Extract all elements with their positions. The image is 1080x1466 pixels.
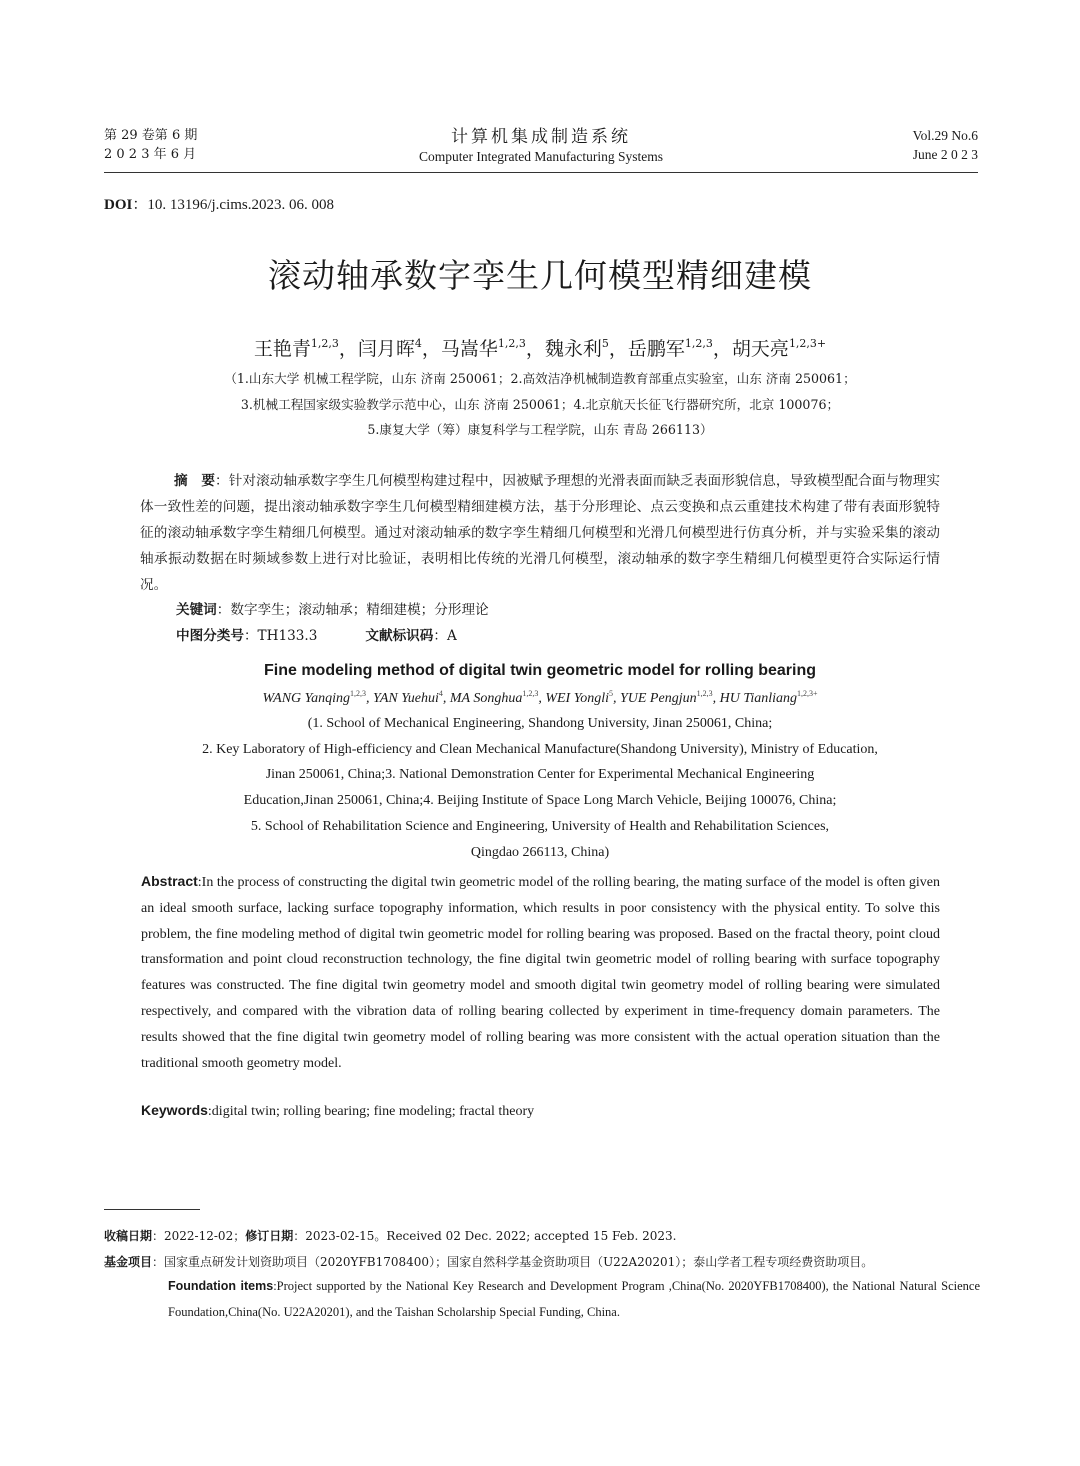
abstract-en — [141, 869, 940, 1076]
clc-value: ：TH133.3 — [243, 628, 318, 644]
affiliation-en: (1. School of Mechanical Engineering, Shandong University, Jinan 250061, China; — [307, 716, 773, 731]
journal-name-en: Computer Integrated Manufacturing Systems — [418, 149, 664, 164]
header-rule — [104, 172, 978, 173]
fund-label: 基金项目 — [104, 1255, 153, 1269]
keywords-cn — [176, 598, 489, 618]
affiliation-en: Education,Jinan 250061, China;4. Beijing Institute of Space Long March Vehicle, Beijing 100076, China; — [243, 793, 837, 808]
clc-label: 中图分类号 — [176, 628, 244, 644]
affiliation-cn: 3.机械工程国家级实验教学示范中心，山东 济南 250061；4.北京航天长征飞行器研究所，北京 100076； — [240, 397, 840, 412]
paper-title-en: Fine modeling method of digital twin geometric model for rolling bearing — [263, 662, 816, 679]
doc-code-value: ：A — [433, 628, 457, 644]
author-en: , YAN Yuehui$^4$ — [366, 689, 443, 706]
footnote-rule — [104, 1209, 200, 1210]
author-cn: ，岳鹏军$^{1,2,3}$ — [608, 337, 713, 360]
keywords-en — [141, 1102, 534, 1120]
revised-text: ：2023-02-15。Received 02 Dec. 2022; accepted 15 Feb. 2023. — [293, 1229, 677, 1243]
author-en: , WEI Yongli$^5$ — [538, 689, 613, 706]
author-cn: ，闫月晖$^4$ — [338, 337, 422, 360]
author-cn: 王艳青$^{1,2,3}$ — [253, 337, 339, 360]
author-cn: ，魏永利$^5$ — [525, 337, 609, 360]
keywords-cn-text: ：数字孪生；滚动轴承；精细建模；分形理论 — [216, 602, 489, 618]
fund-en-label: Foundation items — [168, 1279, 274, 1293]
affiliation-cn: （1.山东大学 机械工程学院，山东 济南 250061；2.高效洁净机械制造教育部重点实验室，山东 济南 250061； — [224, 371, 856, 386]
affiliation-en: 5. School of Rehabilitation Science and Engineering, University of Health and Rehabilitation Sciences, — [250, 819, 830, 834]
author-cn: ，马嵩华$^{1,2,3}$ — [421, 337, 526, 360]
keywords-en-text: :digital twin; rolling bearing; fine modeling; fractal theory — [207, 1104, 535, 1119]
fund-text: ：国家重点研发计划资助项目（2020YFB1708400）；国家自然科学基金资助项目（U22A20201）；泰山学者工程专项经费资助项目。 — [152, 1255, 874, 1269]
doi[interactable] — [104, 193, 334, 214]
received-label: 收稿日期 — [104, 1229, 153, 1243]
received-text: ：2022-12-02； — [152, 1229, 246, 1243]
fund-en-text: :Project supported by the National Key Research and Development Program ,China(No. 2020YFB1708400), the National Natural Science Foundation,China(No. U22A20201), and the Taishan Scholarship Special Funding, China. — [168, 1279, 980, 1319]
author-en: WANG Yanqing$^{1,2,3}$ — [262, 689, 367, 706]
keywords-cn-label: 关键词 — [176, 602, 217, 618]
author-list-en — [0, 689, 1080, 707]
abstract-en-label: Abstract — [141, 873, 198, 889]
affiliation-en: 2. Key Laboratory of High-efficiency and Clean Mechanical Manufacture(Shandong University), Ministry of Education, — [202, 742, 878, 757]
author-en: , MA Songhua$^{1,2,3}$ — [442, 689, 539, 706]
doc-code-label: 文献标识码 — [365, 628, 434, 644]
fund-info-en — [168, 1273, 980, 1325]
author-en: , YUE Pengjun$^{1,2,3}$ — [612, 689, 713, 706]
paper-title-cn: 滚动轴承数字孪生几何模型精细建模 — [268, 256, 812, 295]
volume-number: Vol.29 No.6 — [912, 128, 978, 143]
volume-date: June 2 0 2 3 — [912, 147, 978, 162]
author-list-cn — [0, 334, 1080, 361]
abstract-en-text: :In the process of constructing the digital twin geometric model of the rolling bearing, the mating surface of the model is often given an ideal smooth surface, lacking surface topography information, which results in poor consistency with the physical entity. To solve this problem, the fine modeling method of digital twin geometric model for rolling bearing was proposed. Based on the fractal theory, point cloud transformation and point cloud reconstruction technology, the fine digital twin geometric model of rolling bearing with surface topography features was constructed. The fine digital twin geometry model and smooth digital twin geometry model of rolling bearing were simulated respectively, and compared with the vibration data of rolling bearing collected by experiment in time-frequency domain parameters. The results showed that the fine digital twin geometry model of rolling bearing was more consistent with the actual operation situation than the traditional smooth geometry model. — [141, 875, 940, 1071]
fund-info-cn — [104, 1253, 873, 1270]
author-cn: ，胡天亮$^{1,2,3+}$ — [712, 337, 827, 360]
affiliation-en: Qingdao 266113, China) — [470, 845, 610, 860]
received-date — [104, 1227, 676, 1244]
doi-value: ：10. 13196/j.cims.2023. 06. 008 — [132, 197, 335, 213]
author-en: , HU Tianliang$^{1,2,3+}$ — [712, 689, 818, 706]
keywords-en-label: Keywords — [141, 1102, 208, 1118]
issue-date: 2 0 2 3 年 6 月 — [104, 147, 197, 162]
volume-info — [913, 126, 978, 164]
journal-name — [104, 126, 978, 166]
affiliation-cn: 5.康复大学（筹）康复科学与工程学院，山东 青岛 266113） — [367, 422, 713, 437]
affiliation-en: Jinan 250061, China;3. National Demonstration Center for Experimental Mechanical Engineering — [265, 767, 815, 782]
journal-name-cn: 计算机集成制造系统 — [451, 127, 631, 147]
abstract-cn — [140, 468, 940, 598]
abstract-cn-label: 摘 要 — [174, 473, 216, 489]
classification-cn — [176, 624, 457, 644]
doi-label: DOI — [104, 197, 133, 213]
abstract-cn-text: ：针对滚动轴承数字孪生几何模型构建过程中，因被赋予理想的光滑表面而缺乏表面形貌信息，导致模型配合面与物理实体一致性差的问题，提出滚动轴承数字孪生几何模型精细建模方法，基于分形理论、点云变换和点云重建技术构建了带有表面形貌特征的滚动轴承数字孪生精细几何模型。通过对滚动轴承的数字孪生精细几何模型和光滑几何模型进行仿真分析，并与实验采集的滚动轴承振动数据在时频域参数上进行对比验证，表明相比传统的光滑几何模型，滚动轴承的数字孪生精细几何模型更符合实际运行情况。 — [140, 473, 941, 593]
running-header — [104, 126, 978, 170]
issue-volume: 第 29 卷第 6 期 — [104, 128, 198, 143]
revised-label: 修订日期 — [245, 1229, 294, 1243]
